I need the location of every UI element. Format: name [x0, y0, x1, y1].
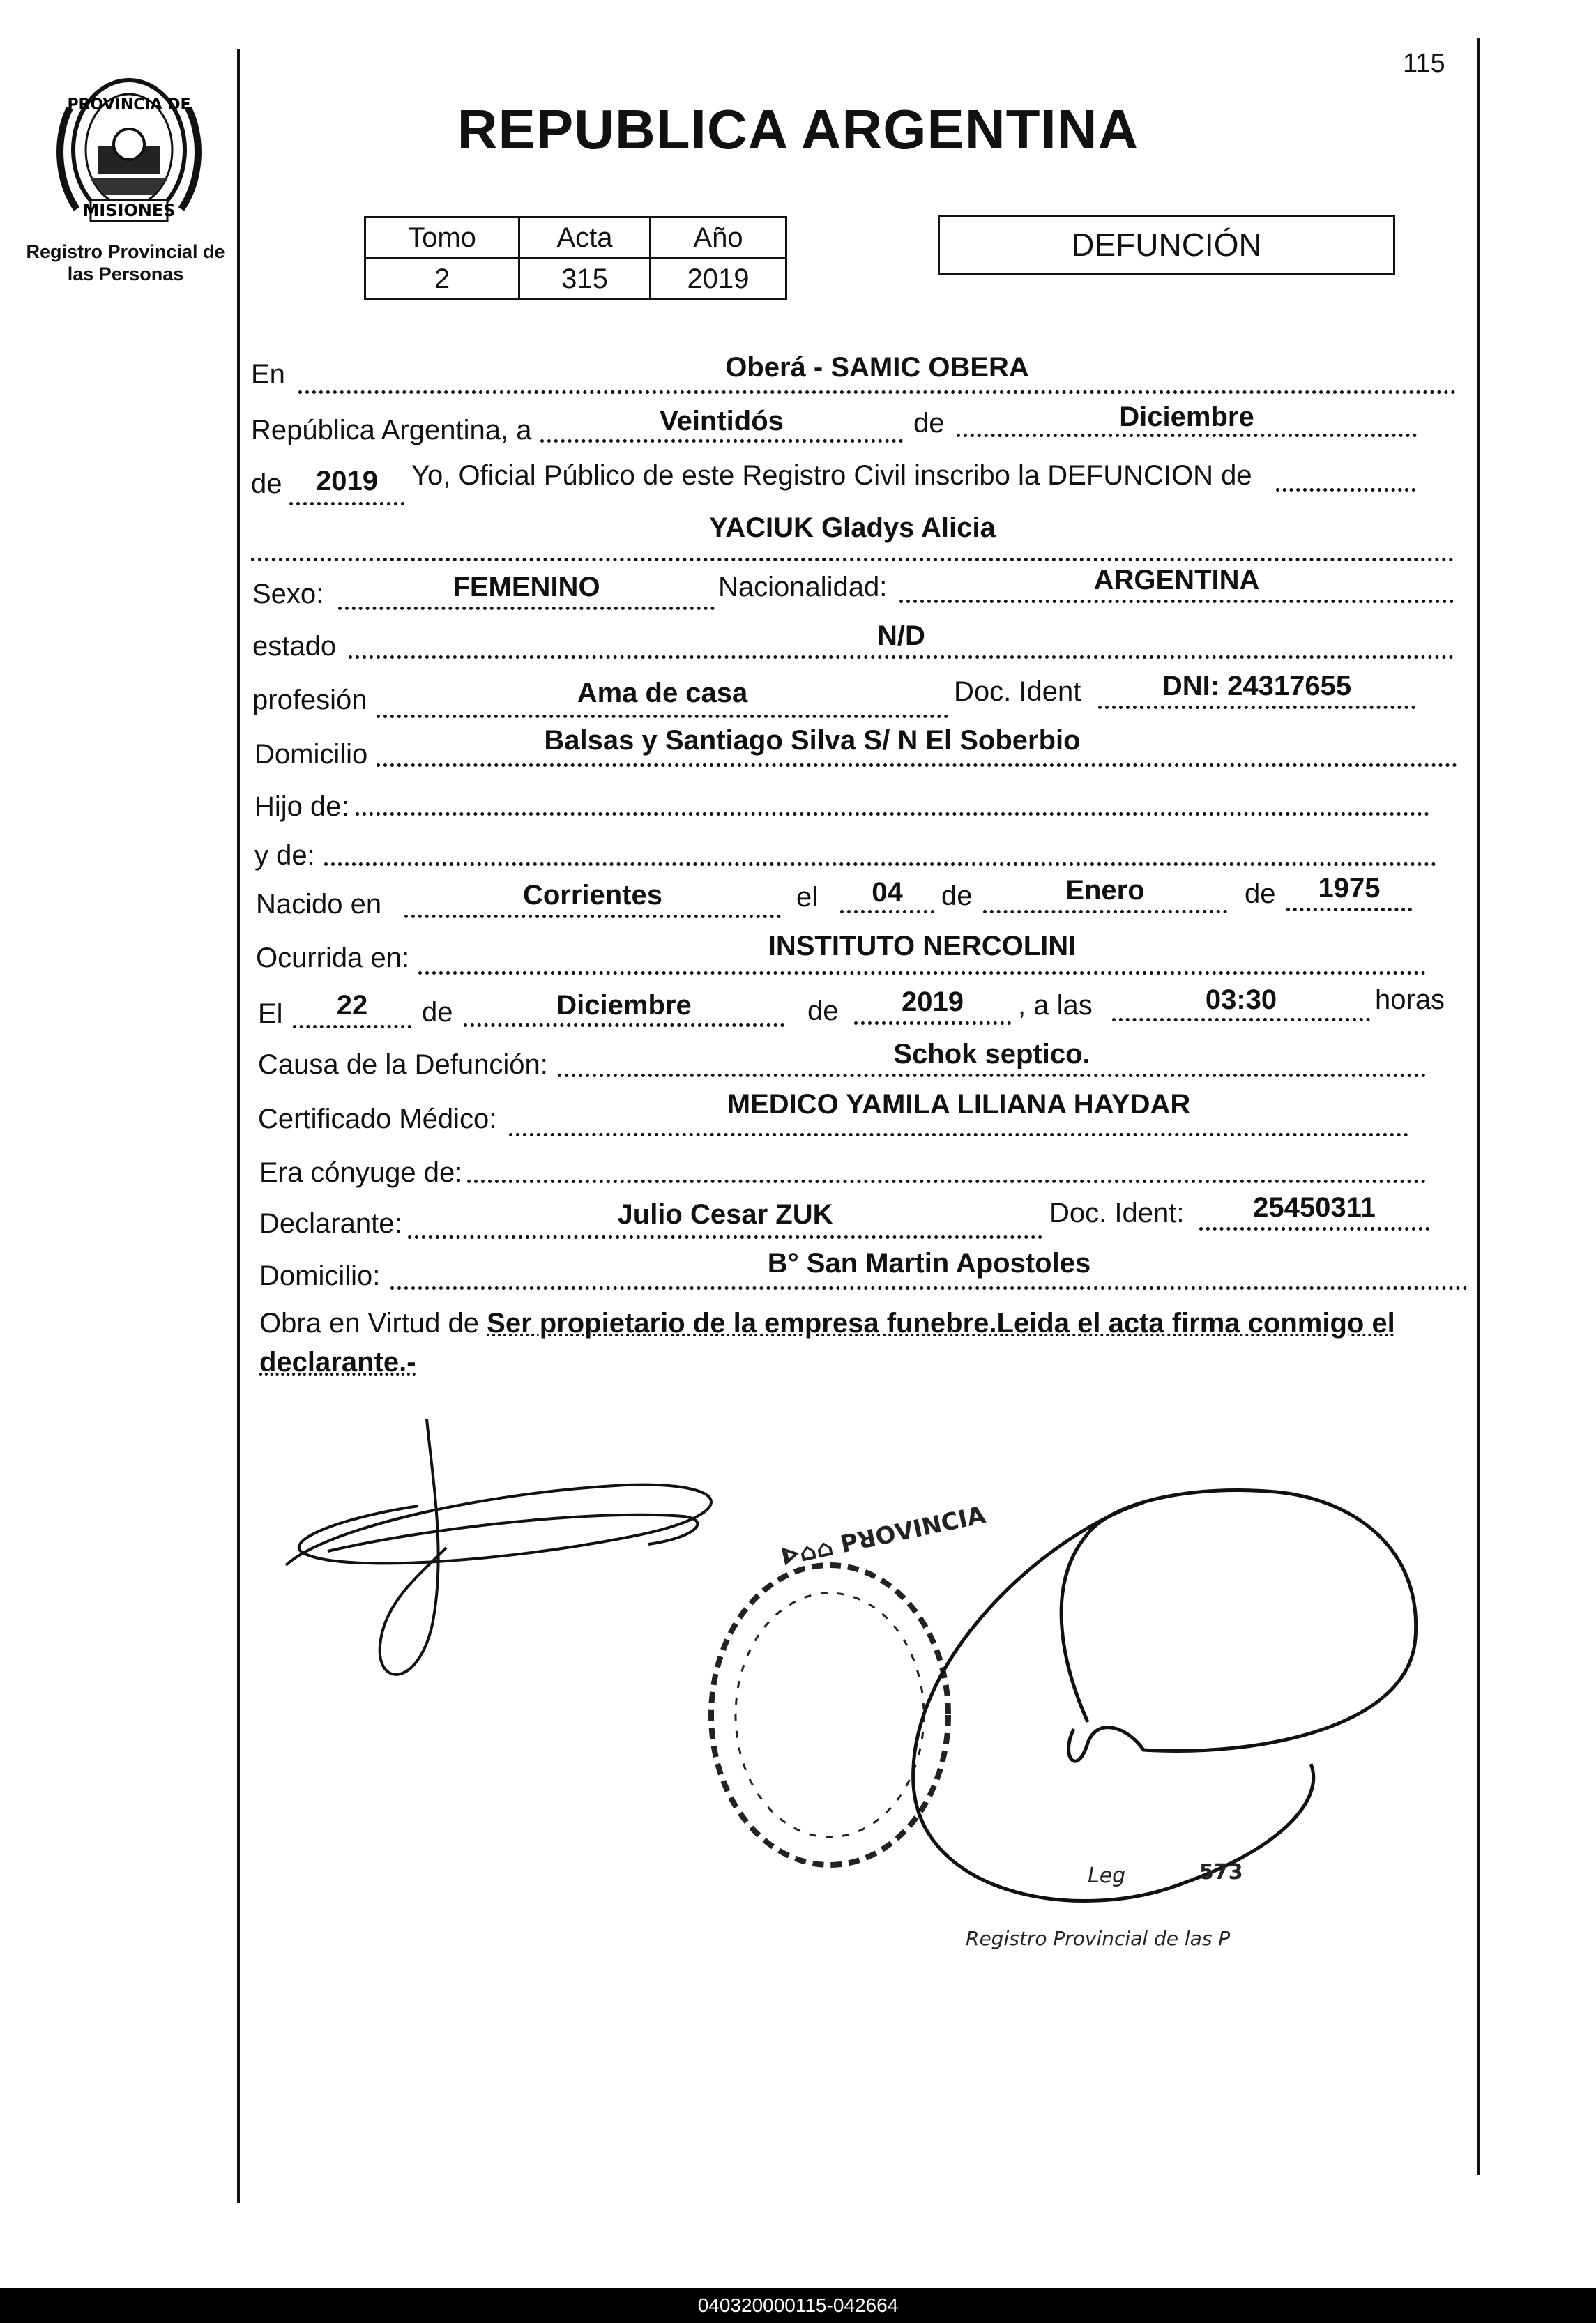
field-certificado-medico: MEDICO YAMILA LILIANA HAYDAR — [727, 1089, 1191, 1120]
label-yo-oficial: Yo, Oficial Público de este Registro Civil inscribo la DEFUNCION de — [411, 460, 1252, 491]
act-type-box: DEFUNCIÓN — [938, 215, 1395, 275]
official-stamp — [711, 1501, 989, 1865]
act-table-value-tomo: 2 — [365, 259, 519, 300]
field-defuncion-anio: 2019 — [902, 987, 964, 1017]
svg-text:ᐈ⌂⌂ ꓑꓤꓳᐯꓲꓠꓚꓲꓮ: ᐈ⌂⌂ ꓑꓤꓳᐯꓲꓠꓚꓲꓮ — [780, 1501, 988, 1571]
field-obra-texto-line2: declarante.- — [259, 1347, 416, 1378]
registry-name-line1: Registro Provincial de — [26, 241, 225, 262]
field-declarante-domicilio: B° San Martin Apostoles — [767, 1248, 1091, 1279]
label-obra-en-virtud: Obra en Virtud de — [259, 1308, 480, 1339]
act-table-value-acta: 315 — [519, 259, 651, 300]
label-el: el — [796, 882, 819, 913]
label-en: En — [251, 359, 285, 390]
field-ocurrida-en: INSTITUTO NERCOLINI — [768, 931, 1077, 961]
stamp-text — [966, 1860, 1243, 1950]
field-nombre: YACIUK Gladys Alicia — [709, 512, 996, 543]
label-nacido-en: Nacido en — [256, 889, 382, 920]
field-estado: N/D — [877, 620, 925, 651]
label-profesion: profesión — [252, 685, 367, 715]
page-title: REPUBLICA ARGENTINA — [457, 98, 1139, 160]
label-domicilio-2: Domicilio: — [259, 1260, 381, 1291]
field-causa: Schok septico. — [893, 1039, 1090, 1069]
field-dia-letras: Veintidós — [660, 406, 784, 436]
label-de-anio: de — [251, 469, 282, 499]
label-republica: República Argentina, a — [251, 415, 532, 445]
label-conyuge: Era cónyuge de: — [259, 1157, 463, 1188]
field-defuncion-mes: Diciembre — [556, 990, 692, 1021]
field-hora: 03:30 — [1205, 984, 1277, 1015]
label-de-def-mes: de — [422, 997, 453, 1028]
label-de-nac-mes: de — [941, 881, 973, 911]
official-signature — [913, 1491, 1416, 1901]
label-doc-ident: Doc. Ident — [954, 676, 1081, 707]
label-y-de: y de: — [254, 840, 315, 871]
field-profesion: Ama de casa — [577, 678, 748, 708]
field-nacimiento-anio: 1975 — [1318, 873, 1381, 904]
field-domicilio: Balsas y Santiago Silva S/ N El Soberbio — [544, 725, 1081, 756]
label-de-def-anio: de — [807, 996, 839, 1026]
label-a-las: , a las — [1018, 990, 1093, 1021]
act-table-header-anio: Año — [651, 218, 786, 259]
field-nacionalidad: ARGENTINA — [1093, 565, 1260, 595]
label-estado: estado — [252, 631, 337, 662]
page-number: 115 — [1403, 49, 1445, 78]
label-el-cap: El — [258, 998, 283, 1029]
field-obra-texto-line1: Ser propietario de la empresa funebre.Leida el acta firma conmigo el — [487, 1308, 1395, 1339]
label-de-nac-anio: de — [1245, 878, 1276, 909]
label-hijo-de: Hijo de: — [254, 791, 349, 822]
label-declarante: Declarante: — [259, 1208, 402, 1239]
footer-code: 040320000115-042664 — [0, 2288, 1596, 2323]
act-table-header-tomo: Tomo — [365, 218, 519, 259]
label-certificado: Certificado Médico: — [258, 1104, 497, 1134]
stamp-text-registry: Registro Provincial de las P — [966, 1927, 1231, 1950]
label-sexo: Sexo: — [252, 579, 324, 609]
label-domicilio: Domicilio — [254, 739, 368, 770]
field-nacimiento-mes: Enero — [1065, 875, 1145, 906]
field-sexo: FEMENINO — [453, 572, 600, 602]
field-nacido-en: Corrientes — [522, 880, 663, 911]
emblem-text-top: PROVINCIA DE — [67, 96, 191, 114]
stamp-text-number: 573 — [1199, 1860, 1243, 1884]
field-documento: DNI: 24317655 — [1162, 671, 1352, 701]
label-horas: horas — [1375, 984, 1445, 1015]
act-table-header-acta: Acta — [519, 218, 651, 259]
label-de: de — [913, 408, 945, 439]
field-declarante-doc: 25450311 — [1253, 1192, 1376, 1223]
field-mes: Diciembre — [1119, 402, 1254, 432]
label-doc-ident-2: Doc. Ident: — [1049, 1198, 1185, 1228]
emblem-text-bottom: MISIONES — [82, 201, 176, 220]
stamp-text-leg: Leg — [1088, 1864, 1126, 1888]
declarant-signature — [286, 1419, 711, 1675]
field-defuncion-dia: 22 — [336, 990, 368, 1021]
label-causa: Causa de la Defunción: — [258, 1049, 548, 1080]
field-nacimiento-dia: 04 — [872, 877, 903, 908]
act-table-value-anio: 2019 — [651, 259, 786, 300]
registry-name-line2: las Personas — [67, 264, 184, 284]
label-ocurrida-en: Ocurrida en: — [256, 943, 410, 973]
field-lugar: Oberá - SAMIC OBERA — [725, 352, 1029, 383]
label-nacionalidad: Nacionalidad: — [718, 572, 888, 602]
field-declarante: Julio Cesar ZUK — [617, 1199, 833, 1230]
field-anio: 2019 — [316, 466, 378, 496]
